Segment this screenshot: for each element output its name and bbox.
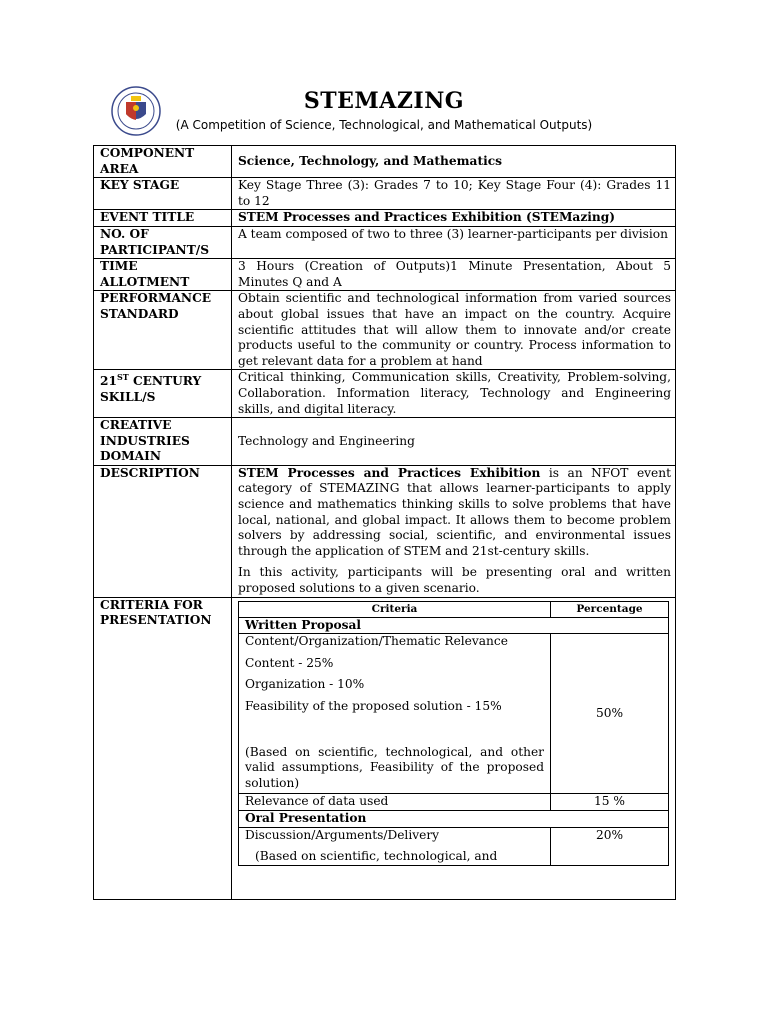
time-allotment-value: 3 Hours (Creation of Outputs)1 Minute Presentation, About 5 Minutes Q and A xyxy=(232,259,676,291)
written-criteria-cell xyxy=(239,634,551,794)
description-label: DESCRIPTION xyxy=(94,465,232,597)
row-century-skills xyxy=(94,370,676,418)
row-participants xyxy=(94,226,676,258)
criteria-table xyxy=(238,601,669,866)
creative-industries-label: CREATIVE INDUSTRIES DOMAIN xyxy=(94,418,232,466)
century-ordinal: ST xyxy=(116,372,129,383)
written-proposal-heading: Written Proposal xyxy=(239,617,669,634)
row-component-area xyxy=(94,146,676,178)
content-organization-text: Content/Organization/Thematic Relevance xyxy=(245,634,508,649)
event-title-label: EVENT TITLE xyxy=(94,210,232,227)
creative-industries-value: Technology and Engineering xyxy=(232,418,676,466)
relevance-percentage: 15 % xyxy=(551,794,669,811)
written-percentage: 50% xyxy=(551,634,669,794)
description-activity: In this activity, participants will be presenting oral and written proposed solutions to a given scenario. xyxy=(238,565,671,596)
participants-label: NO. OF PARTICIPANT/S xyxy=(94,226,232,258)
feasibility-weight: Feasibility of the proposed solution - 15% xyxy=(245,699,502,713)
row-performance-standard xyxy=(94,291,676,370)
description-text: is an NFOT event category of STEMAZING that allows learner-participants to apply science and mathematics thinking skills to solve problems that have local, national, and global impact. It allows them to become problem solvers by addressing social, scientific, and environmental issues through the application of STEM and 21st-century skills. xyxy=(238,465,671,558)
written-criteria-row xyxy=(239,634,669,794)
document-subtitle: (A Competition of Science, Technological, and Mathematical Outputs) xyxy=(175,118,593,132)
row-key-stage xyxy=(94,178,676,210)
document-title: STEMAZING xyxy=(303,88,465,114)
discussion-cell xyxy=(239,827,551,865)
relevance-criteria: Relevance of data used xyxy=(239,794,551,811)
discussion-percentage: 20% xyxy=(551,827,669,865)
discussion-row xyxy=(239,827,669,865)
row-creative-industries xyxy=(94,418,676,466)
century-skills-label xyxy=(94,370,232,418)
relevance-row xyxy=(239,794,669,811)
criteria-cell xyxy=(232,597,676,899)
row-event-title xyxy=(94,210,676,227)
description-value xyxy=(232,465,676,597)
criteria-header-row xyxy=(239,601,669,617)
key-stage-label: KEY STAGE xyxy=(94,178,232,210)
performance-standard-label: PERFORMANCE STANDARD xyxy=(94,291,232,370)
performance-standard-value: Obtain scientific and technological information from varied sources about global issues that have an impact on the country. Acquire scientific attitudes that will allow them to innovate and/or create products useful to the community or country. Process information to get relevant data for a problem at hand xyxy=(232,291,676,370)
oral-presentation-heading: Oral Presentation xyxy=(239,810,669,827)
written-proposal-row xyxy=(239,617,669,634)
row-time-allotment xyxy=(94,259,676,291)
discussion-note: (Based on scientific, technological, and xyxy=(255,849,498,864)
century-label-text: CENTURY SKILL/S xyxy=(100,374,202,404)
discussion-criteria: Discussion/Arguments/Delivery xyxy=(245,827,440,842)
criteria-label: CRITERIA FOR PRESENTATION xyxy=(94,597,232,899)
event-title-value: STEM Processes and Practices Exhibition (STEMazing) xyxy=(232,210,676,227)
oral-presentation-row xyxy=(239,810,669,827)
participants-value: A team composed of two to three (3) learner-participants per division xyxy=(232,226,676,258)
time-allotment-label: TIME ALLOTMENT xyxy=(94,259,232,291)
percentage-column-header: Percentage xyxy=(551,601,669,617)
key-stage-value: Key Stage Three (3): Grades 7 to 10; Key Stage Four (4): Grades 11 to 12 xyxy=(232,178,676,210)
row-criteria xyxy=(94,597,676,899)
description-event-name: STEM Processes and Practices Exhibition xyxy=(238,465,541,480)
written-basis-note: (Based on scientific, technological, and other valid assumptions, Feasibility of the proposed solution) xyxy=(245,744,544,790)
component-area-label: COMPONENT AREA xyxy=(94,146,232,178)
component-area-value: Science, Technology, and Mathematics xyxy=(232,146,676,178)
content-weight: Content - 25% xyxy=(245,655,334,670)
event-info-table xyxy=(93,145,676,900)
criteria-column-header: Criteria xyxy=(239,601,551,617)
row-description xyxy=(94,465,676,597)
century-number: 21 xyxy=(100,374,117,389)
century-skills-value: Critical thinking, Communication skills, Creativity, Problem-solving, Collaboration. Information literacy, Technology and Engineering skills, and digital literacy. xyxy=(232,370,676,418)
organization-weight: Organization - 10% xyxy=(245,677,365,692)
